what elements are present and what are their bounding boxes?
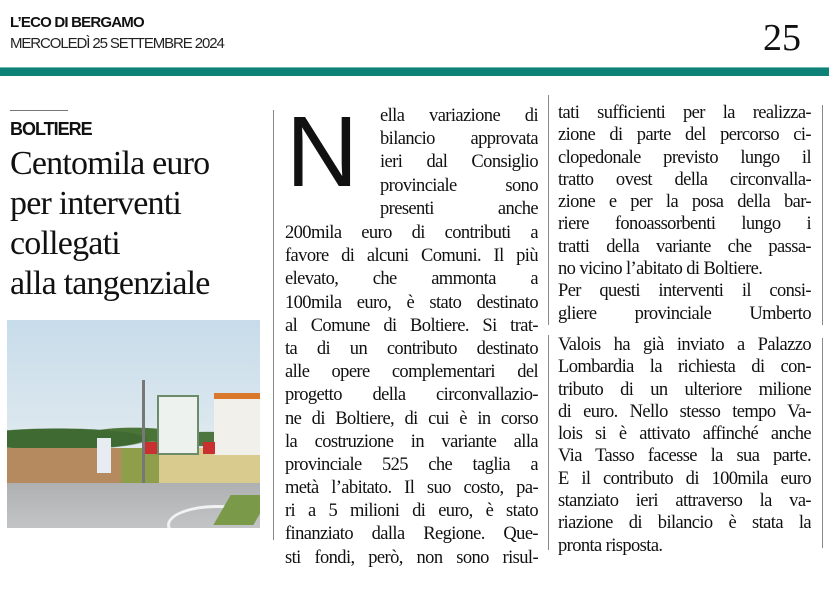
text-line: bilancio approvata: [380, 129, 538, 150]
text-line: Lombardia la richiesta di con-: [558, 357, 811, 378]
text-line: riazione di bilancio è stata la: [558, 513, 811, 534]
text-line: finanziato dalla Regione. Que-: [285, 524, 538, 545]
header-divider: [0, 67, 829, 76]
text-line: la costruzione in variante alla: [285, 431, 538, 452]
headline-line: collegati: [10, 225, 120, 262]
column-2-bottom: [558, 334, 811, 557]
column-rule: [822, 338, 823, 548]
text-line: no vicino l’abitato di Boltiere.: [558, 259, 763, 280]
column-rule: [273, 110, 274, 540]
text-line: riere fonoassorbenti lungo i: [558, 214, 811, 235]
column-1-intro: [380, 105, 538, 221]
headline-line: per interventi: [10, 185, 182, 222]
text-line: 100mila euro, è stato destinato: [285, 292, 538, 313]
newspaper-name: L’ECO DI BERGAMO: [10, 14, 144, 31]
text-line: ieri dal Consiglio: [380, 152, 538, 173]
text-line: stanziato ieri attraverso la va-: [558, 491, 811, 512]
text-line: 200mila euro di contributi a: [285, 223, 538, 243]
text-line: tratti della variante che passa-: [558, 236, 811, 257]
text-line: favore di alcuni Comuni. Il più: [285, 246, 538, 267]
drop-cap: N: [286, 96, 359, 208]
text-line: elevato, che ammonta a: [285, 269, 538, 290]
text-line: zione e per la posa della bar-: [558, 192, 811, 213]
text-line: lois si è attivato affinché anche: [558, 424, 811, 445]
kicker: BOLTIERE: [10, 119, 92, 139]
article-photo: [7, 320, 260, 528]
text-line: progetto della circonvallazio-: [285, 385, 538, 406]
text-line: Valois ha già inviato a Palazzo: [558, 335, 811, 355]
kicker-rule: [10, 110, 68, 111]
text-line: provinciale 525 che taglia a: [285, 454, 538, 475]
headline-line: alla tangenziale: [10, 265, 210, 302]
text-line: di euro. Nello stesso tempo Va-: [558, 401, 811, 422]
text-line: tati sufficienti per la realizza-: [558, 103, 811, 123]
column-1: [285, 222, 538, 570]
text-line: alle opere complementari del: [285, 362, 538, 383]
text-line: al Comune di Boltiere. Si trat-: [285, 315, 538, 336]
column-rule: [822, 105, 823, 325]
text-line: Via Tasso facesse la sua parte.: [558, 446, 811, 467]
page-number: 25: [763, 17, 801, 59]
column-rule: [548, 95, 549, 325]
text-line: tributo di un ulteriore milione: [558, 379, 811, 400]
text-line: pronta risposta.: [558, 535, 663, 556]
text-line: clopedonale previsto lungo il: [558, 147, 811, 168]
column-rule: [548, 335, 549, 550]
column-2-top: [558, 102, 811, 325]
issue-date: MERCOLEDÌ 25 SETTEMBRE 2024: [10, 35, 224, 52]
text-line: Per questi interventi il consi-: [558, 281, 811, 302]
text-line: tratto ovest della circonvalla-: [558, 169, 811, 190]
text-line: ella variazione di: [380, 106, 538, 126]
text-line: zione di parte del percorso ci-: [558, 125, 811, 146]
text-line: presenti anche: [380, 198, 538, 219]
text-line: ta di un contributo destinato: [285, 338, 538, 359]
text-line: ne di Boltiere, di cui è in corso: [285, 408, 538, 429]
text-line: provinciale sono: [380, 175, 538, 196]
text-line: sti fondi, però, non sono risul-: [285, 547, 538, 568]
text-line: E il contributo di 100mila euro: [558, 468, 811, 489]
text-line: ri a 5 milioni di euro, è stato: [285, 501, 538, 522]
headline-line: Centomila euro: [10, 145, 210, 182]
headline: [10, 144, 270, 304]
text-line: gliere provinciale Umberto: [558, 303, 811, 324]
text-line: metà l’abitato. Il suo costo, pa-: [285, 478, 538, 499]
